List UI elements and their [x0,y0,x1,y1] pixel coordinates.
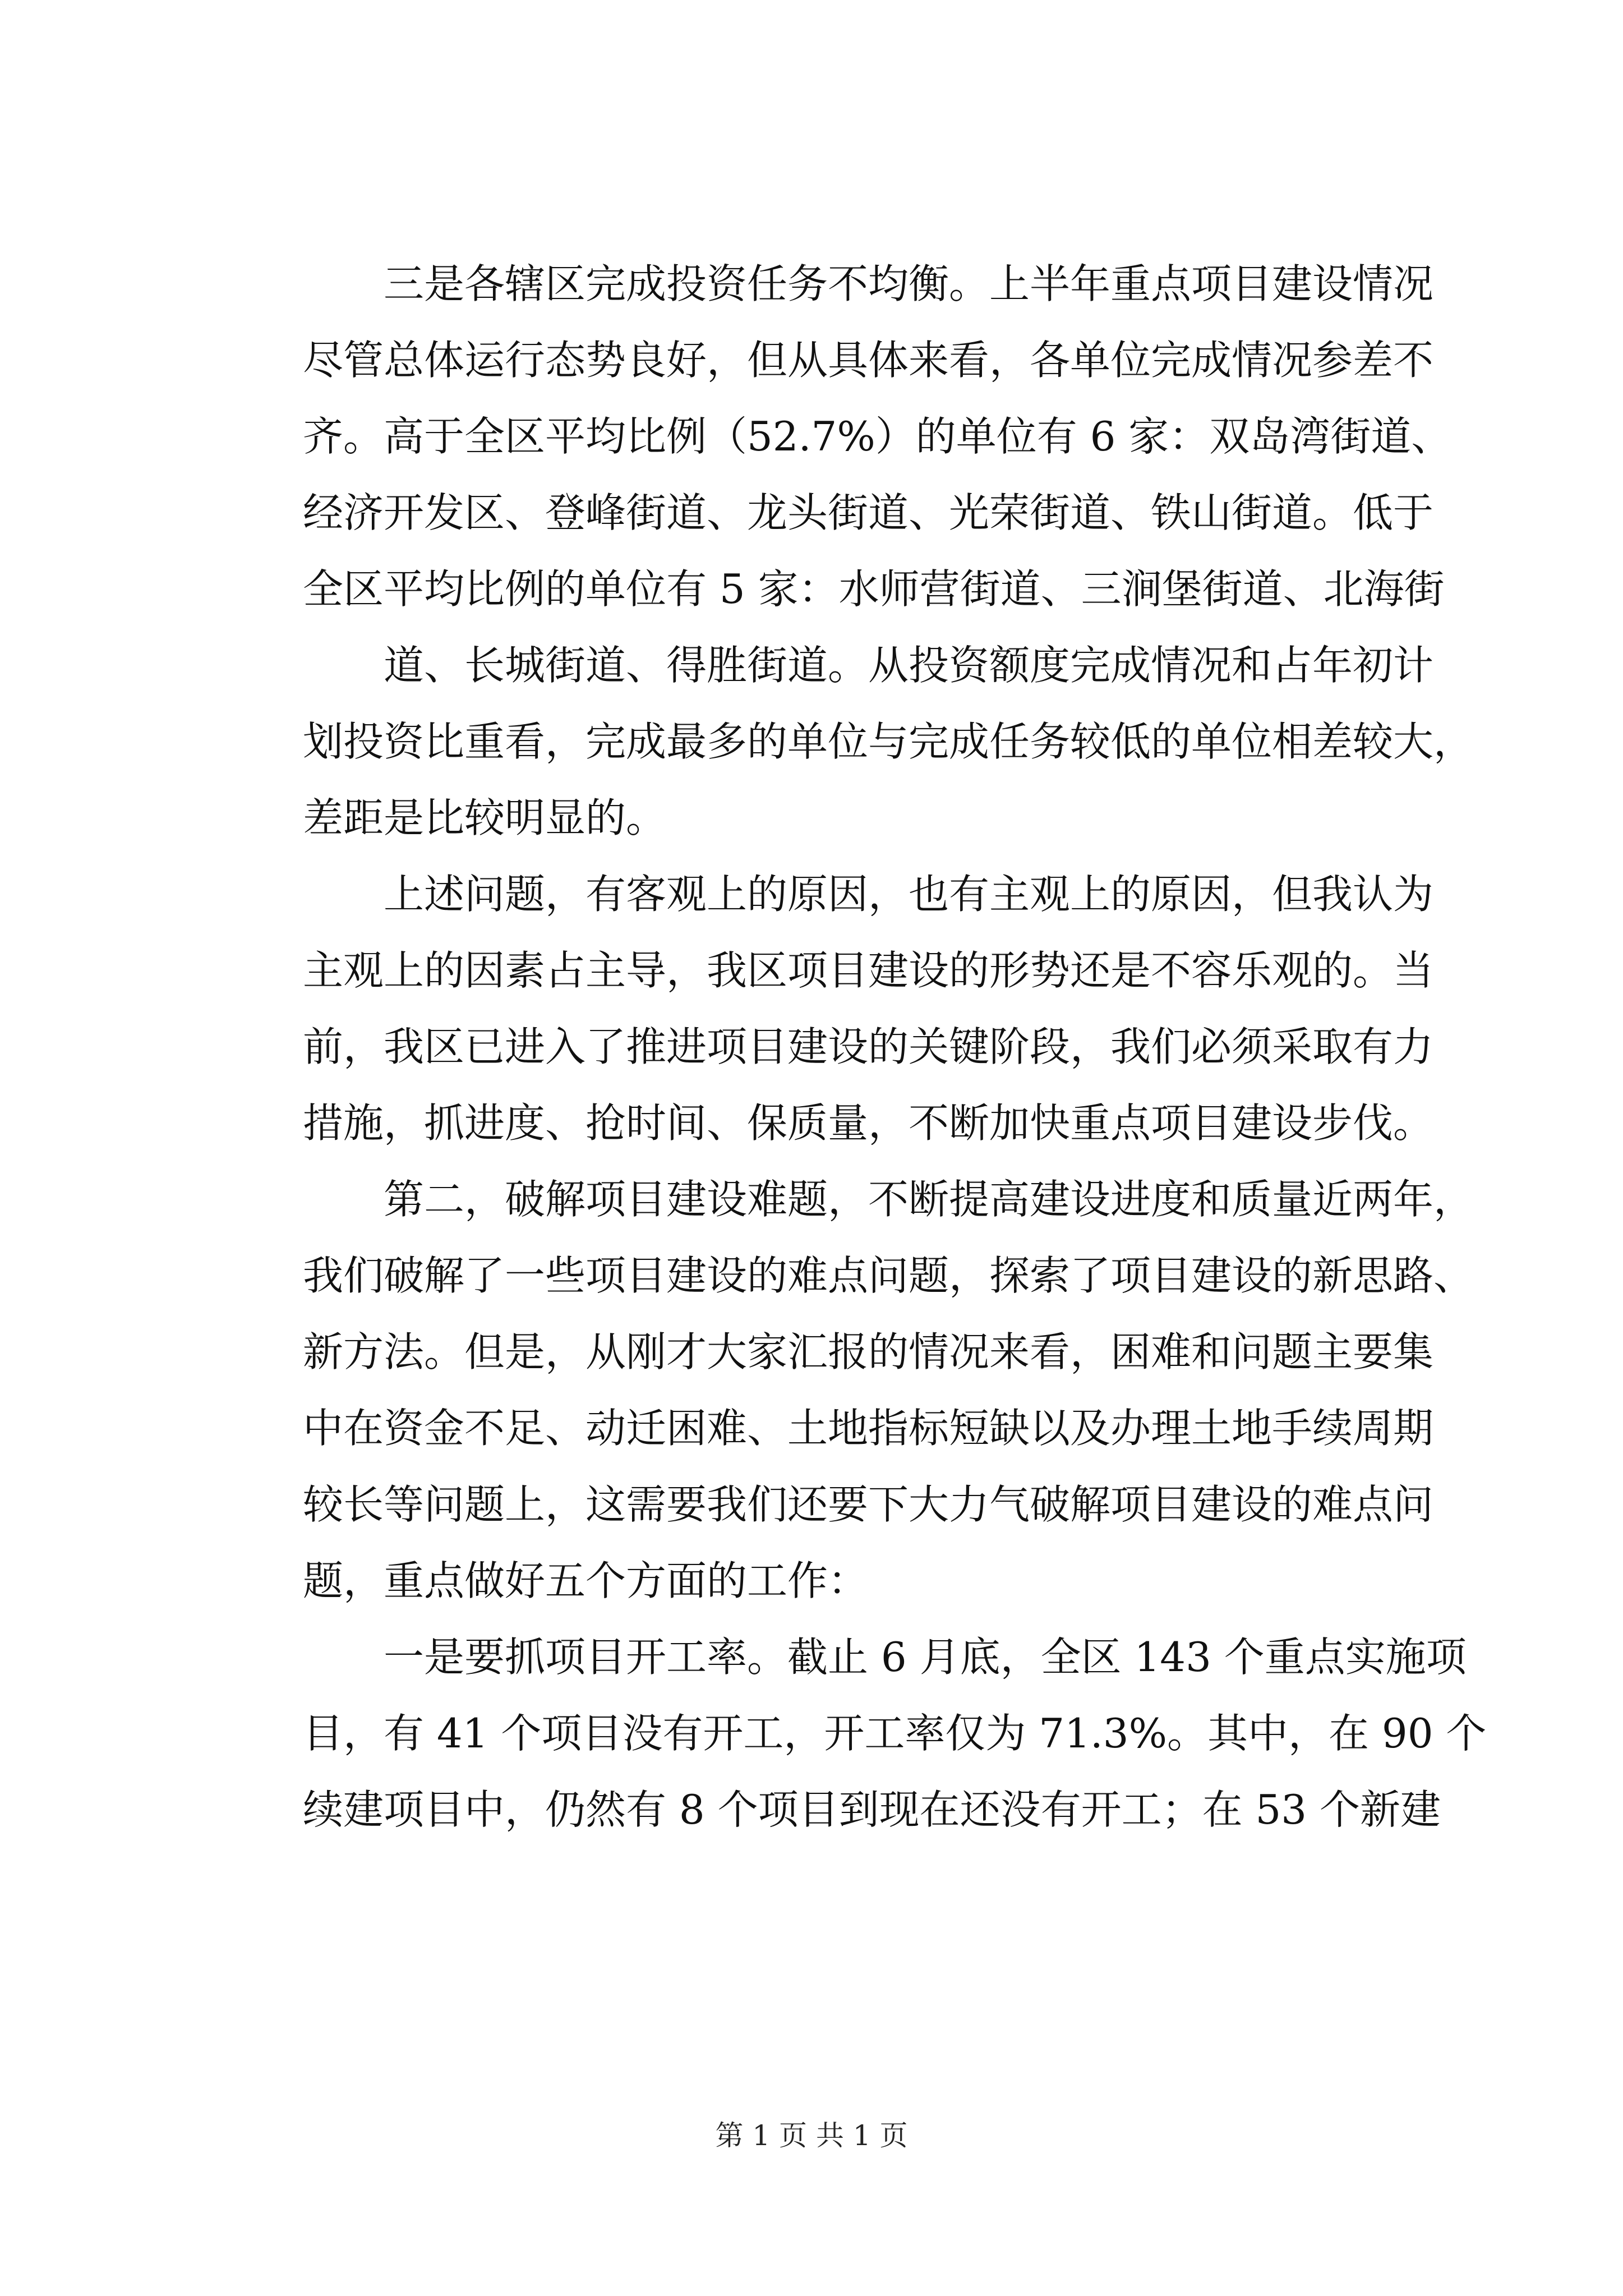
page-footer: 第 1 页 共 1 页 [715,2119,908,2152]
text-line: 较长等问题上，这需要我们还要下大力气破解项目建设的难点问 [303,1481,1434,1528]
paragraph-regional-imbalance [303,260,1474,841]
text-line: 中在资金不足、动迁困难、土地指标短缺以及办理土地手续周期 [303,1405,1434,1452]
text-line: 差距是比较明显的。 [303,794,667,841]
text-line: 尽管总体运行态势良好，但从具体来看，各单位完成情况参差不 [303,337,1434,384]
text-line: 齐。高于全区平均比例（52.7%）的单位有 6 家：双岛湾街道、 [303,413,1452,460]
body-text [303,260,1487,1866]
text-line: 目，有 41 个项目没有开工，开工率仅为 71.3%。其中，在 90 个 [303,1710,1487,1757]
text-line: 上述问题，有客观上的原因，也有主观上的原因，但我认为 [384,871,1434,918]
text-line: 经济开发区、登峰街道、龙头街道、光荣街道、铁山街道。低于 [303,489,1434,536]
text-line: 新方法。但是，从刚才大家汇报的情况来看，困难和问题主要集 [303,1328,1434,1375]
text-line: 第二，破解项目建设难题，不断提高建设进度和质量近两年， [384,1176,1474,1223]
paragraph-start-rate [303,1634,1487,1833]
text-line: 我们破解了一些项目建设的难点问题，探索了项目建设的新思路、 [303,1252,1474,1299]
text-line: 题，重点做好五个方面的工作： [303,1557,869,1604]
text-line: 一是要抓项目开工率。截止 6 月底，全区 143 个重点实施项 [384,1634,1467,1681]
text-line: 措施，抓进度、抢时间、保质量，不断加快重点项目建设步伐。 [303,1099,1434,1147]
paragraph-second-point [303,1176,1474,1604]
text-line: 主观上的因素占主导，我区项目建设的形势还是不容乐观的。当 [303,947,1434,994]
text-line: 前，我区已进入了推进项目建设的关键阶段，我们必须采取有力 [303,1023,1434,1070]
text-line: 三是各辖区完成投资任务不均衡。上半年重点项目建设情况 [384,260,1434,307]
text-line: 全区平均比例的单位有 5 家：水师营街道、三涧堡街道、北海街 [303,565,1445,613]
paragraph-problems-analysis [303,871,1434,1147]
text-line: 划投资比重看，完成最多的单位与完成任务较低的单位相差较大， [303,718,1474,765]
text-line: 道、长城街道、得胜街道。从投资额度完成情况和占年初计 [384,642,1434,689]
text-line: 续建项目中，仍然有 8 个项目到现在还没有开工；在 53 个新建 [303,1786,1441,1833]
